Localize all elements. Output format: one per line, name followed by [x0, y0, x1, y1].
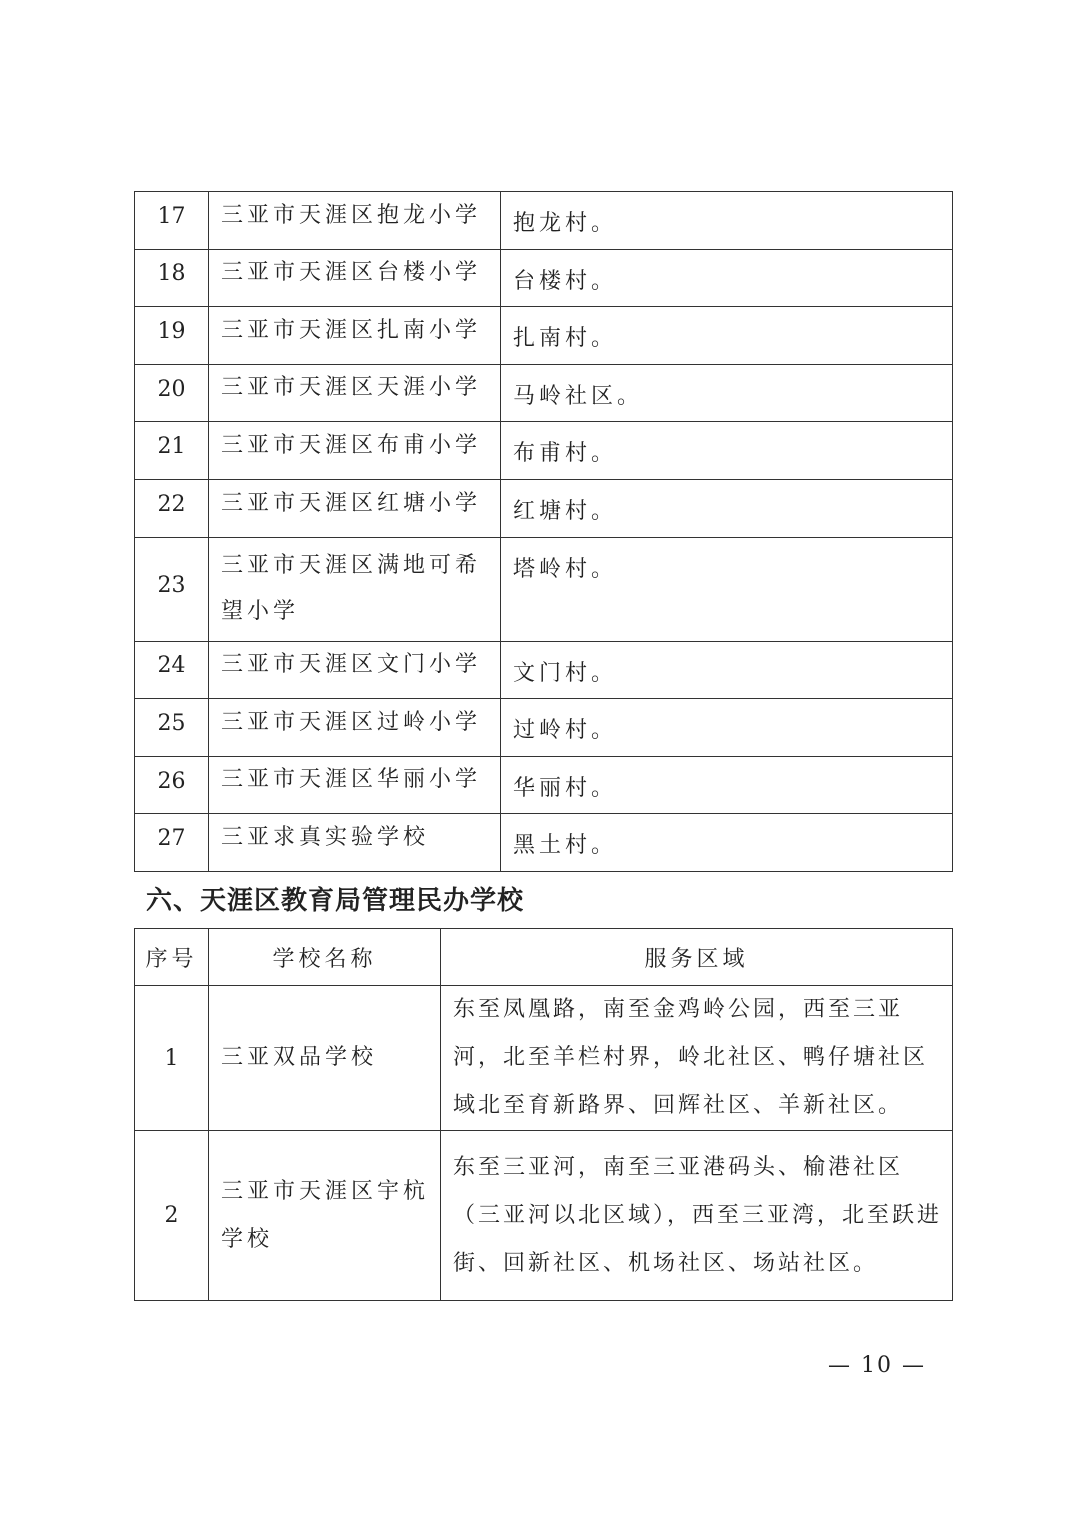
- section-heading: 六、天涯区教育局管理民办学校: [146, 886, 525, 916]
- row-number: 24: [135, 641, 209, 699]
- row-number: 25: [135, 699, 209, 757]
- school-table-continued: [134, 191, 953, 872]
- school-name: 三亚市天涯区宇杭学校: [209, 1131, 441, 1301]
- school-name: 三亚求真实验学校: [209, 814, 501, 872]
- row-number: 19: [135, 307, 209, 365]
- service-area: 黑土村。: [501, 814, 953, 872]
- service-area: 抱龙村。: [501, 192, 953, 250]
- school-name: 三亚市天涯区扎南小学: [209, 307, 501, 365]
- table-row: [135, 537, 953, 641]
- row-number: 22: [135, 479, 209, 537]
- row-number: 27: [135, 814, 209, 872]
- table-header-row: [135, 929, 953, 986]
- table-row: [135, 814, 953, 872]
- header-school-name: 学校名称: [209, 929, 441, 986]
- row-number: 17: [135, 192, 209, 250]
- service-area: 东至凤凰路，南至金鸡岭公园，西至三亚河，北至羊栏村界，岭北社区、鸭仔塘社区域北至育新路界、回辉社区、羊新社区。: [441, 986, 953, 1131]
- table-row: [135, 249, 953, 307]
- row-number: 2: [135, 1131, 209, 1301]
- table-row: [135, 641, 953, 699]
- table-row: [135, 364, 953, 422]
- table-row: [135, 192, 953, 250]
- table-row: [135, 307, 953, 365]
- page-number: — 10 —: [828, 1353, 926, 1378]
- table-row: [135, 479, 953, 537]
- school-name: 三亚市天涯区华丽小学: [209, 756, 501, 814]
- table-row: [135, 756, 953, 814]
- service-area: 红塘村。: [501, 479, 953, 537]
- service-area: 布甫村。: [501, 422, 953, 480]
- service-area: 过岭村。: [501, 699, 953, 757]
- school-name: 三亚市天涯区布甫小学: [209, 422, 501, 480]
- header-number: 序号: [135, 929, 209, 986]
- service-area: 华丽村。: [501, 756, 953, 814]
- school-name: 三亚市天涯区过岭小学: [209, 699, 501, 757]
- school-name: 三亚市天涯区台楼小学: [209, 249, 501, 307]
- school-name: 三亚市天涯区满地可希望小学: [209, 537, 501, 641]
- table-row: [135, 422, 953, 480]
- row-number: 21: [135, 422, 209, 480]
- row-number: 26: [135, 756, 209, 814]
- private-school-table: [134, 928, 953, 1301]
- row-number: 23: [135, 537, 209, 641]
- service-area: 东至三亚河，南至三亚港码头、榆港社区（三亚河以北区域），西至三亚湾，北至跃进街、回新社区、机场社区、场站社区。: [441, 1131, 953, 1301]
- service-area: 扎南村。: [501, 307, 953, 365]
- service-area: 马岭社区。: [501, 364, 953, 422]
- school-name: 三亚双品学校: [209, 986, 441, 1131]
- service-area: 文门村。: [501, 641, 953, 699]
- school-name: 三亚市天涯区抱龙小学: [209, 192, 501, 250]
- school-name: 三亚市天涯区红塘小学: [209, 479, 501, 537]
- header-service-area: 服务区域: [441, 929, 953, 986]
- service-area: 塔岭村。: [501, 537, 953, 641]
- school-name: 三亚市天涯区文门小学: [209, 641, 501, 699]
- table-row: [135, 699, 953, 757]
- table-row: [135, 986, 953, 1131]
- row-number: 18: [135, 249, 209, 307]
- school-name: 三亚市天涯区天涯小学: [209, 364, 501, 422]
- row-number: 20: [135, 364, 209, 422]
- table-row: [135, 1131, 953, 1301]
- row-number: 1: [135, 986, 209, 1131]
- service-area: 台楼村。: [501, 249, 953, 307]
